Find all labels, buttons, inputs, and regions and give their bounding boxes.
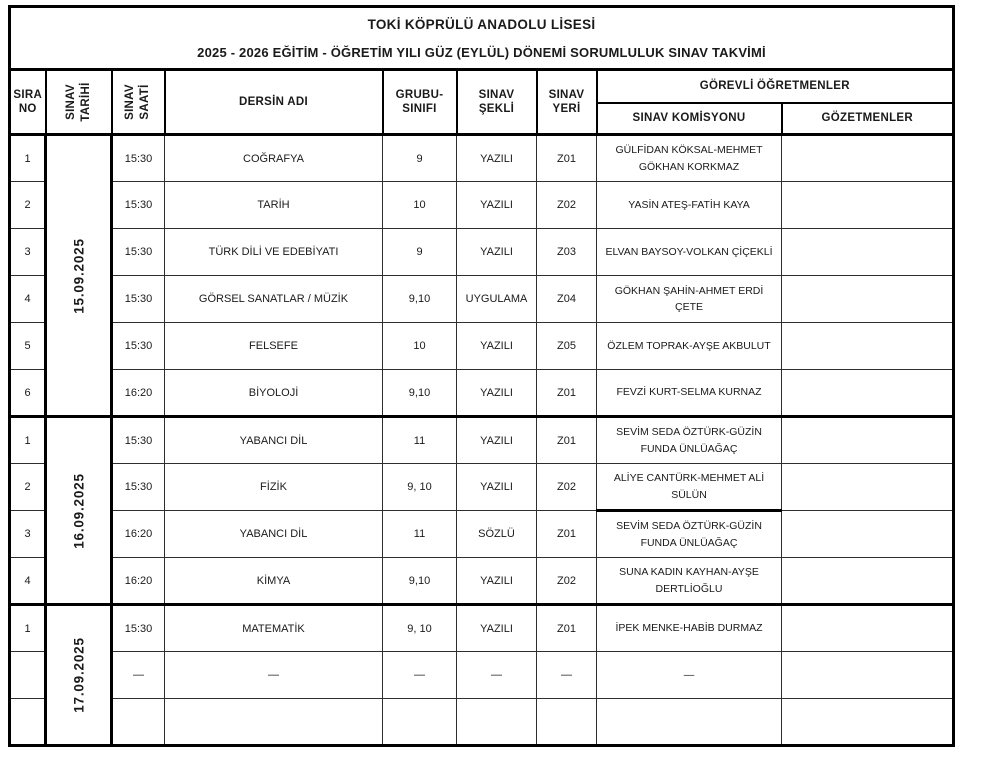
cell-time: —: [112, 652, 165, 699]
date-cell-16-09-2025: [46, 417, 112, 605]
cell-grade: 11: [383, 417, 457, 464]
cell-method: YAZILI: [457, 182, 537, 229]
cell-commission: ALİYE CANTÜRK-MEHMET ALİ SÜLÜN: [597, 464, 782, 511]
col-header-grubu-sinifi: GRUBU-SINIFI: [383, 70, 457, 135]
cell-time: 15:30: [112, 229, 165, 276]
cell-room: Z02: [537, 182, 597, 229]
cell-commission: İPEK MENKE-HABİB DURMAZ: [597, 605, 782, 652]
col-header-dersin-adi: DERSİN ADI: [165, 70, 383, 135]
cell-sira-no: 5: [10, 323, 46, 370]
cell-subject: —: [165, 652, 383, 699]
date-cell-15-09-2025: [46, 135, 112, 417]
table-row: [10, 135, 954, 182]
cell-subject: FİZİK: [165, 464, 383, 511]
cell-method: YAZILI: [457, 417, 537, 464]
table-row: [10, 229, 954, 276]
schedule-subtitle: 2025 - 2026 EĞİTİM - ÖĞRETİM YILI GÜZ (EYLÜL) DÖNEMİ SORUMLULUK SINAV TAKVİMİ: [197, 45, 766, 60]
header-row-1: [10, 70, 954, 103]
col-header-sinav-sekli: SINAV ŞEKLİ: [457, 70, 537, 135]
table-row: [10, 558, 954, 605]
cell-proctors: [782, 605, 954, 652]
cell-time: [112, 699, 165, 746]
cell-proctors: [782, 276, 954, 323]
table-row: [10, 464, 954, 511]
cell-time: 16:20: [112, 511, 165, 558]
col-header-sinav-saati: [112, 70, 165, 135]
cell-room: Z01: [537, 511, 597, 558]
cell-grade: 9,10: [383, 558, 457, 605]
cell-method: UYGULAMA: [457, 276, 537, 323]
exam-date-label: 15.09.2025: [71, 237, 86, 314]
cell-commission: SUNA KADIN KAYHAN-AYŞE DERTLİOĞLU: [597, 558, 782, 605]
table-row: [10, 605, 954, 652]
cell-method: YAZILI: [457, 605, 537, 652]
cell-grade: 10: [383, 323, 457, 370]
cell-time: 15:30: [112, 464, 165, 511]
cell-commission: YASİN ATEŞ-FATİH KAYA: [597, 182, 782, 229]
cell-subject: BİYOLOJİ: [165, 370, 383, 417]
table-row: [10, 323, 954, 370]
table-row: [10, 652, 954, 699]
col-header-gozetmenler: GÖZETMENLER: [782, 103, 954, 135]
cell-commission: GÜLFİDAN KÖKSAL-MEHMET GÖKHAN KORKMAZ: [597, 135, 782, 182]
cell-subject: [165, 699, 383, 746]
cell-grade: 9: [383, 229, 457, 276]
cell-method: YAZILI: [457, 323, 537, 370]
cell-room: Z05: [537, 323, 597, 370]
cell-time: 16:20: [112, 370, 165, 417]
cell-grade: 10: [383, 182, 457, 229]
cell-sira-no: 2: [10, 464, 46, 511]
exam-schedule-table: [8, 5, 955, 747]
table-row: [10, 699, 954, 746]
cell-grade: 9,10: [383, 370, 457, 417]
cell-method: YAZILI: [457, 229, 537, 276]
cell-subject: KİMYA: [165, 558, 383, 605]
cell-method: YAZILI: [457, 464, 537, 511]
cell-sira-no: 4: [10, 276, 46, 323]
cell-proctors: [782, 135, 954, 182]
cell-proctors: [782, 511, 954, 558]
cell-commission: [597, 699, 782, 746]
col-header-sira-no: SIRA NO: [10, 70, 46, 135]
table-row: [10, 370, 954, 417]
cell-room: Z04: [537, 276, 597, 323]
cell-sira-no: 3: [10, 229, 46, 276]
cell-room: Z02: [537, 558, 597, 605]
cell-method: YAZILI: [457, 558, 537, 605]
cell-sira-no: 3: [10, 511, 46, 558]
cell-commission: —: [597, 652, 782, 699]
cell-proctors: [782, 417, 954, 464]
cell-subject: MATEMATİK: [165, 605, 383, 652]
cell-grade: 9, 10: [383, 605, 457, 652]
cell-subject: YABANCI DİL: [165, 417, 383, 464]
table-row: [10, 417, 954, 464]
cell-subject: GÖRSEL SANATLAR / MÜZİK: [165, 276, 383, 323]
cell-time: 15:30: [112, 135, 165, 182]
table-row: [10, 276, 954, 323]
cell-method: YAZILI: [457, 370, 537, 417]
cell-room: Z03: [537, 229, 597, 276]
cell-sira-no: 2: [10, 182, 46, 229]
cell-subject: TÜRK DİLİ VE EDEBİYATI: [165, 229, 383, 276]
cell-room: —: [537, 652, 597, 699]
cell-proctors: [782, 182, 954, 229]
cell-sira-no: 1: [10, 417, 46, 464]
cell-grade: 9: [383, 135, 457, 182]
cell-proctors: [782, 558, 954, 605]
col-header-gorevli-ogretmenler: GÖREVLİ ÖĞRETMENLER: [597, 70, 954, 103]
cell-commission: ELVAN BAYSOY-VOLKAN ÇİÇEKLİ: [597, 229, 782, 276]
exam-date-label: 16.09.2025: [71, 472, 86, 549]
cell-subject: TARİH: [165, 182, 383, 229]
cell-sira-no: [10, 652, 46, 699]
cell-time: 16:20: [112, 558, 165, 605]
cell-room: Z01: [537, 135, 597, 182]
col-header-sinav-tarihi: [46, 70, 112, 135]
cell-commission: GÖKHAN ŞAHİN-AHMET ERDİ ÇETE: [597, 276, 782, 323]
exam-date-label: 17.09.2025: [71, 637, 86, 713]
cell-grade: —: [383, 652, 457, 699]
col-header-sinav-yeri: SINAV YERİ: [537, 70, 597, 135]
cell-proctors: [782, 323, 954, 370]
cell-subject: FELSEFE: [165, 323, 383, 370]
cell-time: 15:30: [112, 417, 165, 464]
cell-grade: [383, 699, 457, 746]
title-block: [10, 7, 954, 70]
cell-proctors: [782, 464, 954, 511]
cell-sira-no: 1: [10, 135, 46, 182]
date-cell-17-09-2025: [46, 605, 112, 746]
school-name: TOKİ KÖPRÜLÜ ANADOLU LİSESİ: [367, 17, 596, 32]
table-row: [10, 182, 954, 229]
cell-time: 15:30: [112, 605, 165, 652]
cell-grade: 9,10: [383, 276, 457, 323]
cell-sira-no: 1: [10, 605, 46, 652]
col-header-sinav-tarihi-label: SINAV TARİHİ: [64, 82, 92, 122]
cell-room: Z02: [537, 464, 597, 511]
cell-proctors: [782, 699, 954, 746]
cell-room: Z01: [537, 370, 597, 417]
cell-sira-no: [10, 699, 46, 746]
col-header-sinav-saati-label: SINAV SAATİ: [124, 84, 151, 120]
cell-proctors: [782, 229, 954, 276]
cell-room: Z01: [537, 417, 597, 464]
cell-subject: YABANCI DİL: [165, 511, 383, 558]
cell-subject: COĞRAFYA: [165, 135, 383, 182]
cell-sira-no: 4: [10, 558, 46, 605]
title-row: [10, 7, 954, 70]
table-row: [10, 511, 954, 558]
cell-proctors: [782, 652, 954, 699]
cell-method: —: [457, 652, 537, 699]
cell-proctors: [782, 370, 954, 417]
cell-time: 15:30: [112, 182, 165, 229]
cell-grade: 9, 10: [383, 464, 457, 511]
cell-method: SÖZLÜ: [457, 511, 537, 558]
cell-grade: 11: [383, 511, 457, 558]
cell-commission: SEVİM SEDA ÖZTÜRK-GÜZİN FUNDA ÜNLÜAĞAÇ: [597, 511, 782, 558]
cell-room: [537, 699, 597, 746]
col-header-sinav-komisyonu: SINAV KOMİSYONU: [597, 103, 782, 135]
cell-time: 15:30: [112, 276, 165, 323]
cell-sira-no: 6: [10, 370, 46, 417]
cell-commission: FEVZİ KURT-SELMA KURNAZ: [597, 370, 782, 417]
cell-time: 15:30: [112, 323, 165, 370]
cell-room: Z01: [537, 605, 597, 652]
cell-method: YAZILI: [457, 135, 537, 182]
cell-method: [457, 699, 537, 746]
exam-schedule-sheet: [8, 5, 955, 747]
cell-commission: ÖZLEM TOPRAK-AYŞE AKBULUT: [597, 323, 782, 370]
cell-commission: SEVİM SEDA ÖZTÜRK-GÜZİN FUNDA ÜNLÜAĞAÇ: [597, 417, 782, 464]
